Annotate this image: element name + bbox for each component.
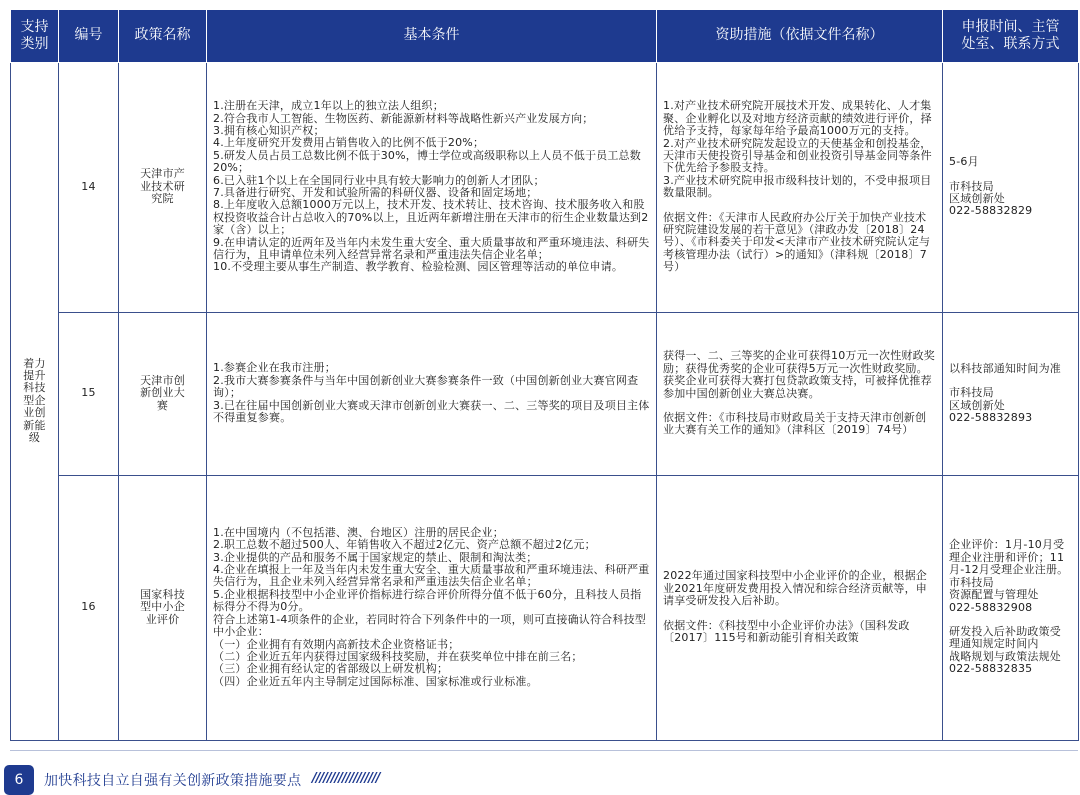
page-number-badge: 6 [4,765,34,795]
header-measures: 资助措施（依据文件名称） [657,10,943,62]
table-row [11,312,1079,475]
conditions-cell-line: （二）企业近五年内获得过国家级科技奖励，并在获奖单位中排在前三名； [213,649,583,663]
contact-cell-line: 022-58832835 [949,662,1033,676]
contact-cell-line: 战略规划与政策法规处 [949,649,1061,663]
policy-name [119,312,207,475]
conditions-cell-line: 2.符合我市人工智能、生物医药、新能源新材料等战略性新兴产业发展方向； [213,111,594,125]
policy-table [10,10,1079,741]
measures-cell-line [663,608,936,620]
conditions-cell-line: 1.注册在天津，成立1年以上的独立法人组织； [213,99,444,113]
conditions-cell-line: 2.我市大赛参赛条件与当年中国创新创业大赛参赛条件一致（中国创新创业大赛官网查询）； [213,373,639,400]
conditions-cell-line: （四）企业近五年内主导制定过国际标准、国家标准或行业标准。 [213,674,538,688]
measures-cell-line: 1.对产业技术研究院开展技术开发、成果转化、人才集聚、企业孵化以及对地方经济贡献的绩效进行评价，择优给予支持，每家每年给予最高1000万元的支持。 [663,99,932,138]
measures-cell-line [663,200,936,212]
conditions-cell-line: 2.职工总数不超过500人、年销售收入不超过2亿元、资产总额不超过2亿元； [213,538,596,552]
header-number: 编号 [59,10,119,62]
conditions-cell-line: 6.已入驻1个以上在全国同行业中具有较大影响力的创新人才团队； [213,173,545,187]
contact-cell-line: 022-58832829 [949,204,1033,218]
conditions-cell-line: （三）企业拥有经认定的省部级以上研发机构； [213,662,449,676]
contact-cell [943,475,1079,740]
header-conditions: 基本条件 [207,10,657,62]
footer [0,750,1080,795]
measures-cell-line: 2022年通过国家科技型中小企业评价的企业，根据企业2021年度研发费用投入情况和综合经济贡献等，申请享受研发投入后补助。 [663,569,927,608]
category-label: 着力 提升 科技 型企 业创 新能 级 [23,356,46,445]
header-contact [943,10,1079,62]
measures-cell-line: 依据文件：《天津市人民政府办公厅关于加快产业技术研究院建设发展的若干意见》（津政办发〔2018〕24号）、《市科委关于印发<天津市产业技术研究院认定与考核管理办法（试行）>的通知》（津科规〔2018〕7号） [663,210,931,274]
contact-cell-line: 5-6月 [949,155,979,169]
header-category [11,10,59,62]
conditions-cell-line: 4.上年度研究开发费用占销售收入的比例不低于20%； [213,136,485,150]
conditions-cell-line: 7.具备进行研究、开发和试验所需的科研仪器、设备和固定场地； [213,186,538,199]
contact-cell-line: 市科技局 [949,386,994,400]
contact-cell-line: 企业评价：1月-10月受理企业注册和评价；11月-12月受理企业注册。 [949,538,1069,577]
contact-cell-line: 022-58832908 [949,600,1033,614]
contact-cell-line: 市科技局 [949,179,994,193]
contact-cell-line: 区域创新处 [949,192,1005,205]
contact-cell-line: 市科技局 [949,575,994,589]
measures-cell [657,312,943,475]
policy-name [119,475,207,740]
measures-cell [657,475,943,740]
header-category-text: 支持 类别 [20,18,49,52]
conditions-cell-line: 1.在中国境内（不包括港、澳、台地区）注册的居民企业； [213,525,504,539]
measures-cell-line: 依据文件：《市科技局市财政局关于支持天津市创新创业大赛有关工作的通知》（津科区〔2019〕74号） [663,410,927,437]
conditions-cell-line: 9.在申请认定的近两年及当年内未发生重大安全、重大质量事故和严重环境违法、科研失信行为，且申请单位未列入经营异常名录和严重违法失信企业名单； [213,235,650,262]
contact-cell-line: 研发投入后补助政策受理通知规定时间内 [949,624,1061,651]
conditions-cell [207,312,657,475]
policy-number: 15 [59,312,119,475]
conditions-cell-line: 3.拥有核心知识产权； [213,123,325,137]
conditions-cell-line: 5.研发人员占员工总数比例不低于30%，博士学位或高级职称以上人员不低于员工总数20%； [213,148,641,175]
policy-name-text: 天津市创 新创业大 赛 [140,373,185,412]
conditions-cell [207,475,657,740]
conditions-cell-line: 3.企业提供的产品和服务不属于国家规定的禁止、限制和淘汰类； [213,550,538,564]
contact-cell-line: 资源配置与管理处 [949,588,1039,602]
table-header-row [11,10,1079,62]
measures-cell-line: 依据文件：《科技型中小企业评价办法》（国科发政〔2017〕115号和新动能引育相关政策 [663,618,910,645]
measures-cell [657,62,943,312]
policy-name-text: 天津市产 业技术研 究院 [140,167,185,206]
contact-cell-line: 以科技部通知时间为准 [949,361,1061,375]
contact-cell-line: 区域创新处 [949,398,1005,412]
header-contact-text: 申报时间、主管 处室、联系方式 [961,18,1060,52]
header-policy-name: 政策名称 [119,10,207,62]
measures-cell-line: 2.对产业技术研究院发起设立的天使基金和创投基金，天津市天使投资引导基金和创业投资引导基金同等条件下优先给予参股支持。 [663,136,932,175]
conditions-cell-line: 4.企业在填报上一年及当年内未发生重大安全、重大质量事故和严重环境违法、科研严重失信行为，且企业未列入经营异常名录和严重违法失信企业名单； [213,563,650,589]
measures-cell-line: 获得一、二、三等奖的企业可获得10万元一次性财政奖励；获得优秀奖的企业可获得5万元一次性财政奖励。获奖企业可获得大赛打包贷款政策支持，可被择优推荐参加中国创新创业大赛总决赛。 [663,349,935,400]
conditions-cell [207,62,657,312]
conditions-cell-line: 3.已在往届中国创新创业大赛或天津市创新创业大赛获一、二、三等奖的项目及项目主体不得重复参赛。 [213,398,650,425]
table-body [11,62,1079,740]
footer-slash-decoration: ////////////////// [312,771,380,786]
category-cell [11,62,59,740]
conditions-cell-line: 10.不受理主要从事生产制造、教学教育、检验检测、园区管理等活动的单位申请。 [213,260,624,274]
contact-cell [943,312,1079,475]
policy-number: 16 [59,475,119,740]
conditions-cell-line: 符合上述第1-4项条件的企业，若同时符合下列条件中的一项，则可直接确认符合科技型中小企业： [213,612,646,639]
footer-divider [10,750,1078,751]
policy-name [119,62,207,312]
footer-title: 加快科技自立自强有关创新政策措施要点 [44,773,302,789]
contact-cell-line: 022-58832893 [949,410,1033,424]
contact-cell [943,62,1079,312]
conditions-cell-line: 1.参赛企业在我市注册； [213,361,336,375]
policy-number: 14 [59,62,119,312]
measures-cell-line: 3.产业技术研究院申报市级科技计划的，不受申报项目数量限制。 [663,173,932,200]
conditions-cell-line: 5.企业根据科技型中小企业评价指标进行综合评价所得分值不低于60分，且科技人员指标得分不得为0分。 [213,587,642,614]
contact-cell-line [949,169,1072,181]
table-row [11,62,1079,312]
policy-name-text: 国家科技 型中小企 业评价 [140,587,185,626]
conditions-cell-line: 8.上年度收入总额1000万元以上，技术开发、技术转让、技术咨询、技术服务收入和股权投资收益合计占总收入的70%以上，且近两年新增注册在天津市的衍生企业数量达到2家（含）以上； [213,198,649,237]
conditions-cell-line: （一）企业拥有有效期内高新技术企业资格证书； [213,637,460,651]
table-row [11,475,1079,740]
